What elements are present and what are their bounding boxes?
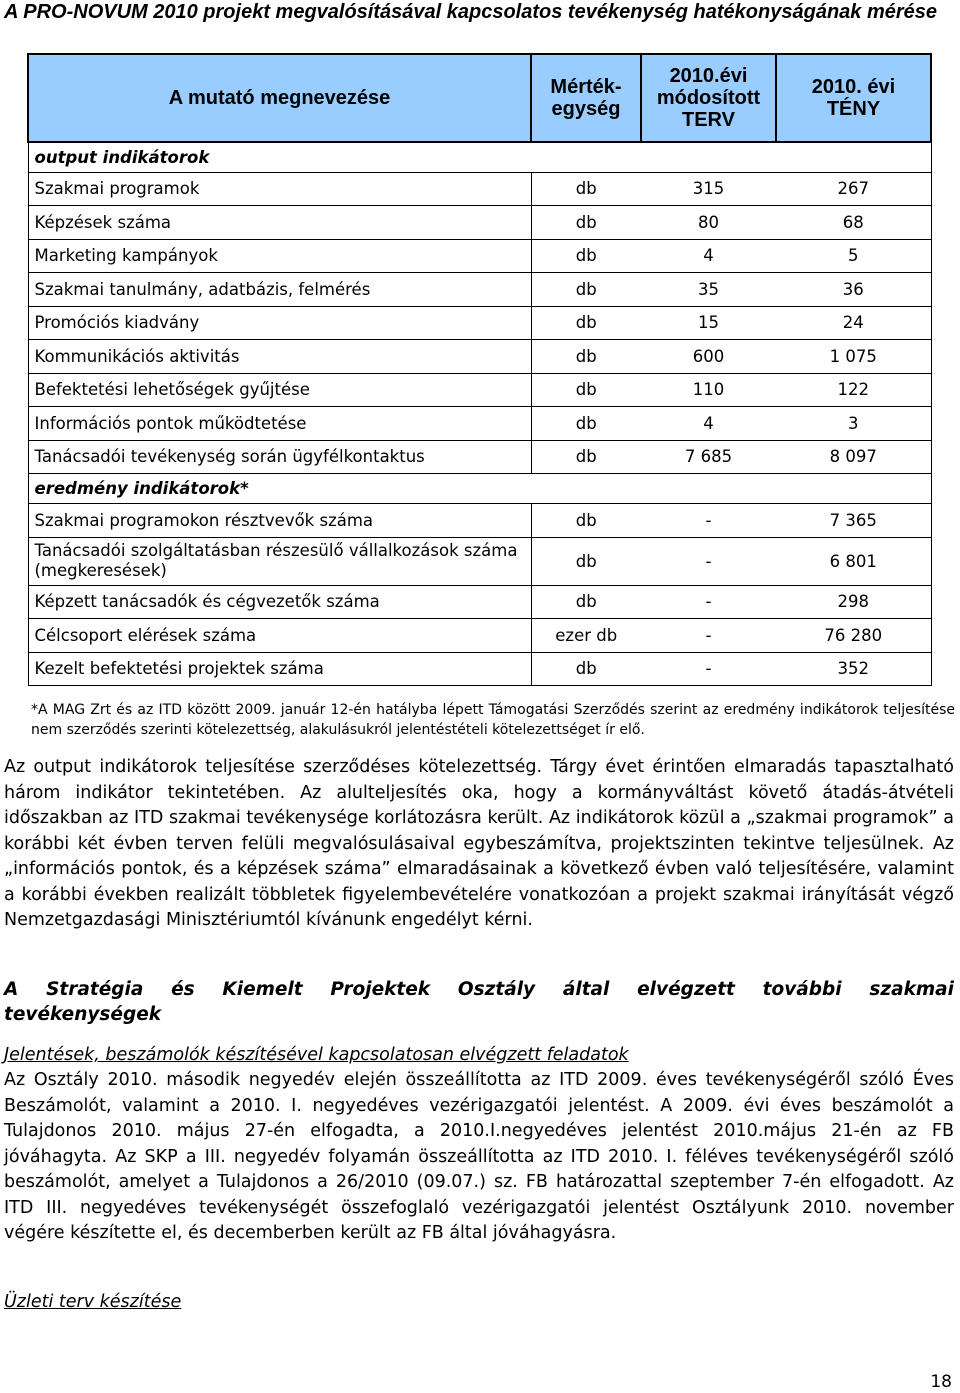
cell-plan: 80 — [641, 206, 776, 240]
table-row — [28, 172, 931, 206]
cell-name: Szakmai programokon résztvevők száma — [28, 504, 531, 538]
cell-plan: 15 — [641, 306, 776, 340]
cell-fact: 298 — [776, 585, 931, 619]
cell-name: Információs pontok működtetése — [28, 407, 531, 441]
header-fact-text: 2010. évi TÉNY — [811, 76, 896, 120]
table-row — [28, 537, 931, 585]
cell-fact: 5 — [776, 239, 931, 273]
cell-name: Szakmai programok — [28, 172, 531, 206]
section-blank — [531, 142, 931, 172]
table-row — [28, 585, 931, 619]
paragraph-reports: Az Osztály 2010. második negyedév elején összeállította az ITD 2009. éves tevékenységéről szóló Éves Beszámolót, valamint a 2010. I. negyedéves vezérigazgatói jelentést. A 2009. évi éves beszámolót a Tulajdonos 2010. május 27-én elfogadta, a 2010.I.negyedéves jelentést 2010.május 21-én az FB jóváhagyta. Az SKP a III. negyedév folyamán összeállította az ITD 2010. I. féléves tevékenységéről szóló beszámolót, amelyet a Tulajdonos a 26/2010 (09.07.) sz. FB határozattal szeptember 7-én elfogadott. Az ITD III. negyedéves tevékenységét összefoglaló vezérigazgatói jelentést Osztályunk 2010. november végére készítette el, és decemberben került az FB által jóváhagyásra. — [4, 1070, 954, 1243]
cell-fact: 8 097 — [776, 440, 931, 474]
indicator-table — [27, 53, 932, 686]
cell-unit: db — [531, 537, 641, 585]
header-plan — [641, 54, 776, 142]
cell-plan: 600 — [641, 340, 776, 374]
header-unit — [531, 54, 641, 142]
header-indicator-name: A mutató megnevezése — [28, 54, 531, 142]
subheading-reports: Jelentések, beszámolók készítésével kapcsolatosan elvégzett feladatok — [4, 1045, 629, 1065]
cell-unit: db — [531, 273, 641, 307]
cell-plan: 110 — [641, 373, 776, 407]
subheading-business-plan: Üzleti terv készítése — [4, 1292, 182, 1312]
cell-unit: db — [531, 373, 641, 407]
cell-unit: db — [531, 585, 641, 619]
section-heading: A Stratégia és Kiemelt Projektek Osztály által elvégzett további szakmai tevékenységek — [4, 979, 954, 1025]
section-label-result: eredmény indikátorok* — [28, 474, 531, 504]
cell-name: Képzett tanácsadók és cégvezetők száma — [28, 585, 531, 619]
table-row — [28, 504, 931, 538]
cell-unit: ezer db — [531, 619, 641, 653]
cell-unit: db — [531, 340, 641, 374]
cell-fact: 3 — [776, 407, 931, 441]
cell-fact: 122 — [776, 373, 931, 407]
table-row — [28, 239, 931, 273]
cell-name: Kezelt befektetési projektek száma — [28, 652, 531, 686]
cell-name: Szakmai tanulmány, adatbázis, felmérés — [28, 273, 531, 307]
cell-fact: 76 280 — [776, 619, 931, 653]
table-row — [28, 206, 931, 240]
cell-plan: - — [641, 619, 776, 653]
cell-unit: db — [531, 172, 641, 206]
cell-name: Marketing kampányok — [28, 239, 531, 273]
page-number: 18 — [930, 1372, 952, 1392]
table-row — [28, 273, 931, 307]
cell-plan: 4 — [641, 407, 776, 441]
cell-unit: db — [531, 504, 641, 538]
section-blank — [531, 474, 931, 504]
section-row-output — [28, 142, 931, 172]
header-unit-text: Mérték-egység — [550, 76, 622, 120]
section-label-output: output indikátorok — [28, 142, 531, 172]
cell-name: Célcsoport elérések száma — [28, 619, 531, 653]
cell-fact: 7 365 — [776, 504, 931, 538]
cell-fact: 352 — [776, 652, 931, 686]
table-footnote: *A MAG Zrt és az ITD között 2009. január 12-én hatályba lépett Támogatási Szerződés szerint az eredmény indikátorok teljesítése nem szerződés szerinti kötelezettség, alakulásukról jelentéstételi kötelezettséget ír elő. — [31, 702, 955, 738]
cell-name: Befektetési lehetőségek gyűjtése — [28, 373, 531, 407]
cell-plan: - — [641, 652, 776, 686]
cell-plan: 315 — [641, 172, 776, 206]
cell-unit: db — [531, 239, 641, 273]
table-row — [28, 652, 931, 686]
cell-fact: 24 — [776, 306, 931, 340]
cell-name: Képzések száma — [28, 206, 531, 240]
cell-plan: - — [641, 537, 776, 585]
table-row — [28, 440, 931, 474]
header-fact — [776, 54, 931, 142]
cell-plan: 4 — [641, 239, 776, 273]
table-row — [28, 619, 931, 653]
cell-name: Promóciós kiadvány — [28, 306, 531, 340]
cell-fact: 1 075 — [776, 340, 931, 374]
cell-name: Kommunikációs aktivitás — [28, 340, 531, 374]
table-header-row — [28, 54, 931, 142]
cell-name: Tanácsadói tevékenység során ügyfélkontaktus — [28, 440, 531, 474]
cell-unit: db — [531, 407, 641, 441]
page-heading: A PRO-NOVUM 2010 projekt megvalósításával kapcsolatos tevékenység hatékonyságának mérése — [4, 1, 938, 23]
cell-plan: 7 685 — [641, 440, 776, 474]
table-row — [28, 407, 931, 441]
table-row — [28, 373, 931, 407]
cell-fact: 36 — [776, 273, 931, 307]
cell-unit: db — [531, 652, 641, 686]
table-row — [28, 340, 931, 374]
cell-plan: - — [641, 585, 776, 619]
section-row-result — [28, 474, 931, 504]
cell-unit: db — [531, 206, 641, 240]
cell-fact: 6 801 — [776, 537, 931, 585]
cell-plan: - — [641, 504, 776, 538]
cell-unit: db — [531, 306, 641, 340]
cell-fact: 68 — [776, 206, 931, 240]
paragraph-output-indicators: Az output indikátorok teljesítése szerződéses kötelezettség. Tárgy évet érintően elmaradás tapasztalható három indikátor tekintetében. Az alulteljesítés oka, hogy a kormányváltást követő átadás-átvételi időszakban az ITD szakmai tevékenysége korlátozásra került. Az indikátorok közül a „szakmai programok” a korábbi két évben terven felüli megvalósulásaival egybeszámítva, projektszinten tekintve teljesülnek. Az „információs pontok, és a képzések száma” elmaradásainak a következő évben való teljesítésére, valamint a korábbi években realizált többletek figyelembevételére vonatkozóan a projekt szakmai irányítását végző Nemzetgazdasági Minisztériumtól kívánunk engedélyt kérni. — [4, 757, 954, 930]
cell-fact: 267 — [776, 172, 931, 206]
header-plan-text: 2010.évi módosított TERV — [656, 65, 761, 131]
table-row — [28, 306, 931, 340]
cell-unit: db — [531, 440, 641, 474]
cell-name: Tanácsadói szolgáltatásban részesülő vállalkozások száma (megkeresések) — [28, 537, 531, 585]
cell-plan: 35 — [641, 273, 776, 307]
